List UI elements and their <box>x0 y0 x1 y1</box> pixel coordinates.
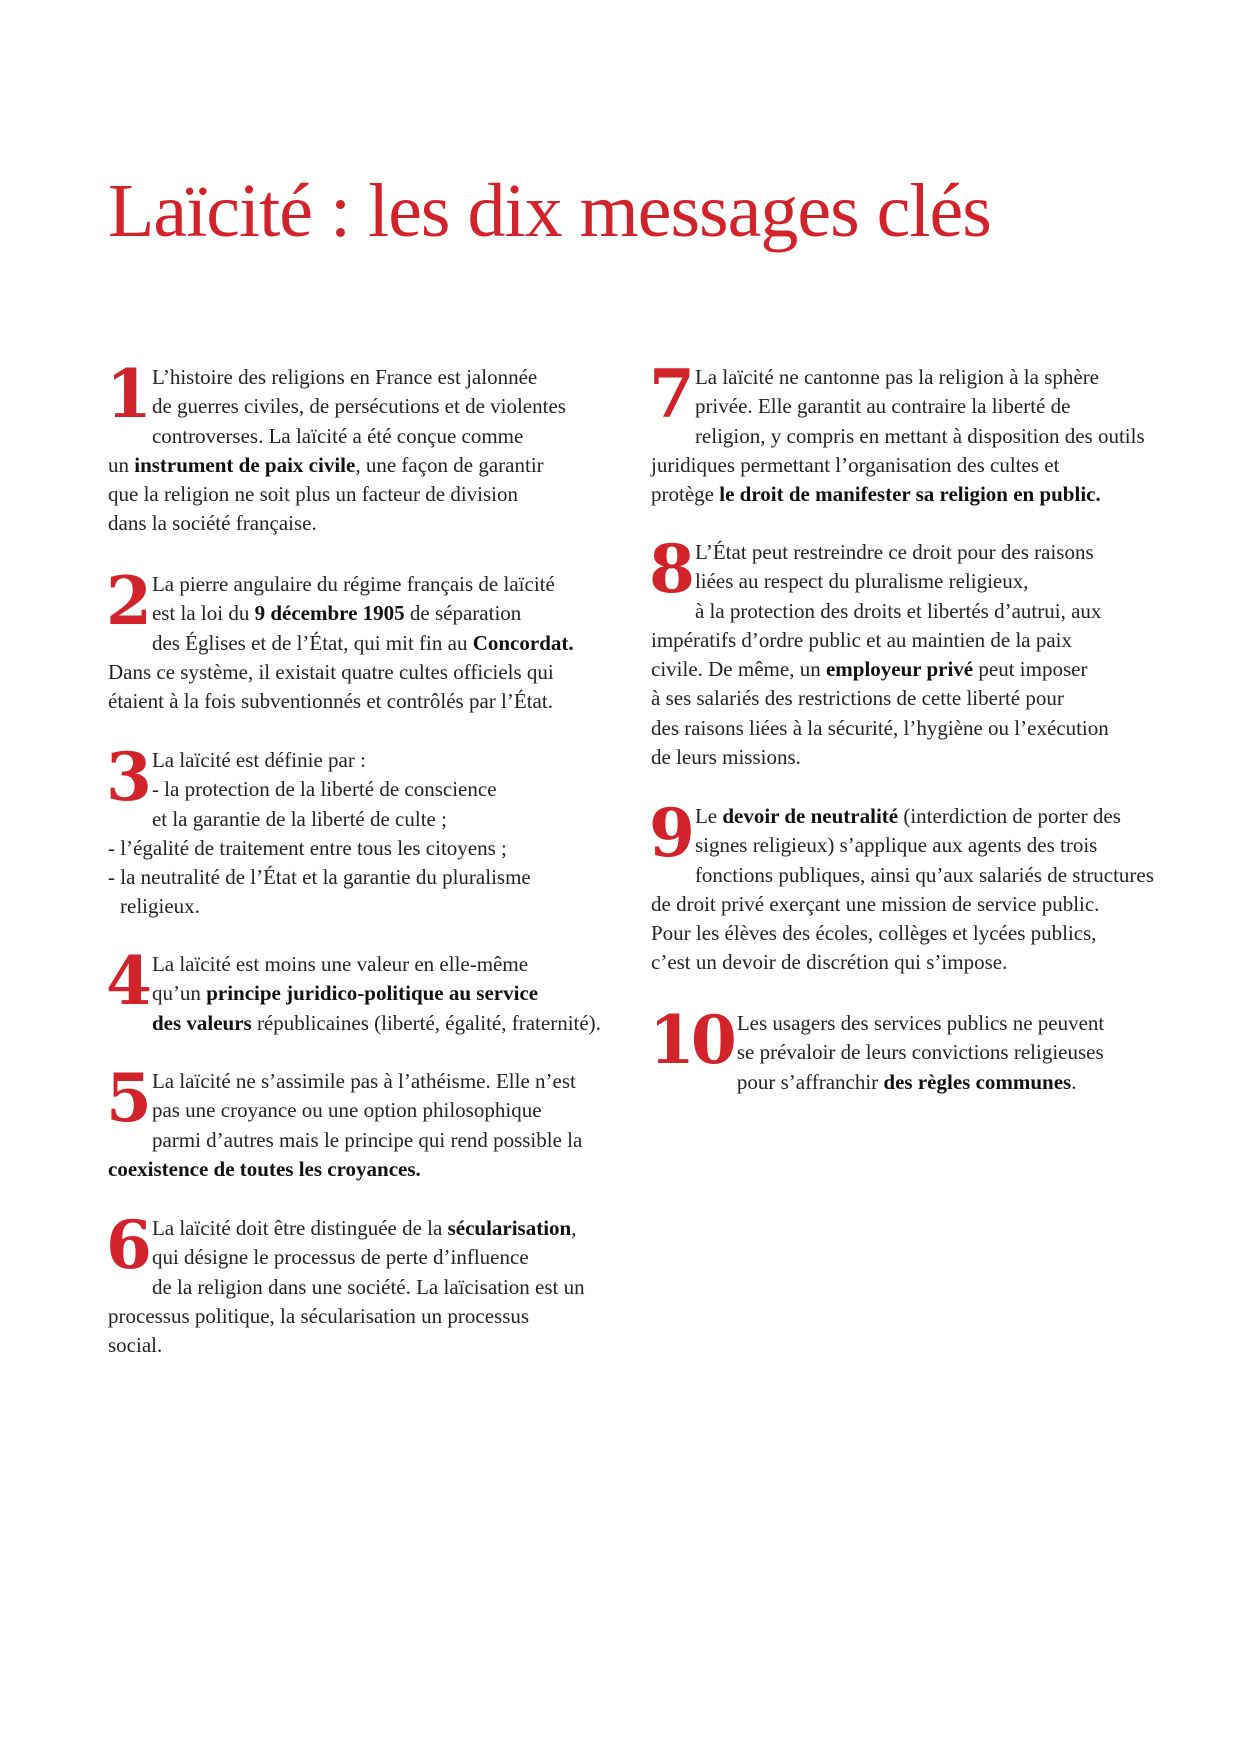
message-line <box>108 658 628 687</box>
drop-cap-number: 3 <box>106 738 148 816</box>
body-text: La laïcité doit être distinguée de la <box>151 1216 448 1240</box>
message-line <box>651 538 1181 567</box>
message-5 <box>106 1059 628 1184</box>
message-line <box>651 480 1181 509</box>
body-text: républicaines (liberté, égalité, fraternité). <box>251 1010 601 1035</box>
message-line <box>651 451 1181 480</box>
message-line <box>108 950 628 979</box>
body-text: qu’un <box>151 981 207 1006</box>
body-text: Les usagers des services publics ne peuvent <box>736 1011 1105 1035</box>
message-line <box>651 714 1181 743</box>
message-line <box>108 775 628 804</box>
emphasis-text: des valeurs <box>151 1010 252 1035</box>
message-10 <box>649 1001 1181 1097</box>
message-line <box>108 687 628 716</box>
message-7 <box>649 355 1181 509</box>
message-line <box>108 451 628 480</box>
message-8 <box>649 530 1181 772</box>
drop-cap-number: 1 <box>106 355 148 433</box>
body-text: à la protection des droits et libertés d’autrui, aux <box>694 598 1102 623</box>
message-line <box>108 509 628 538</box>
body-text: pas une croyance ou une option philosophique <box>151 1098 542 1123</box>
message-line <box>651 684 1181 713</box>
body-text: juridiques permettant l’organisation des cultes et <box>651 452 1060 477</box>
body-text: peut imposer <box>973 657 1088 682</box>
message-line <box>108 1214 628 1243</box>
message-6 <box>106 1206 628 1360</box>
message-line <box>108 1302 628 1331</box>
message-line <box>651 626 1181 655</box>
message-line <box>651 802 1181 831</box>
drop-cap-number: 8 <box>649 530 691 608</box>
message-line <box>651 831 1181 860</box>
body-text: parmi d’autres mais le principe qui rend possible la <box>151 1127 583 1152</box>
message-line <box>108 1067 628 1096</box>
message-line <box>108 979 628 1008</box>
drop-cap-number: 10 <box>649 1001 733 1079</box>
body-text: est la loi du <box>151 601 255 626</box>
body-text: c’est un devoir de discrétion qui s’impose. <box>651 950 1008 975</box>
message-2 <box>106 562 628 716</box>
body-text: . <box>1071 1069 1077 1094</box>
message-line <box>108 392 628 421</box>
emphasis-text: le droit de manifester sa religion en public. <box>719 482 1101 507</box>
body-text: impératifs d’ordre public et au maintien de la paix <box>651 627 1073 652</box>
message-line <box>651 597 1181 626</box>
body-text: Pour les élèves des écoles, collèges et lycées publics, <box>651 921 1097 946</box>
body-text: de droit privé exerçant une mission de service public. <box>651 891 1100 916</box>
body-text: de guerres civiles, de persécutions et de violentes <box>151 394 566 419</box>
message-4 <box>106 942 628 1038</box>
message-line <box>108 1243 628 1272</box>
body-text: étaient à la fois subventionnés et contrôlés par l’État. <box>108 689 553 714</box>
body-text: des Églises et de l’État, qui mit fin au <box>151 630 473 655</box>
message-line <box>108 570 628 599</box>
body-text: - la neutralité de l’État et la garantie du pluralisme <box>108 865 531 890</box>
body-text: de séparation <box>404 601 522 626</box>
drop-cap-number: 2 <box>106 562 148 640</box>
message-line <box>651 567 1181 596</box>
message-line <box>108 1273 628 1302</box>
body-text: social. <box>108 1333 163 1358</box>
body-text: L’histoire des religions en France est jalonnée <box>151 365 538 389</box>
body-text: et la garantie de la liberté de culte ; <box>151 806 447 831</box>
body-text: protège <box>651 482 720 507</box>
message-line <box>108 1009 628 1038</box>
drop-cap-number: 9 <box>649 794 691 872</box>
message-line <box>108 1155 628 1184</box>
body-text: Dans ce système, il existait quatre cultes officiels qui <box>108 659 554 684</box>
body-text: religion, y compris en mettant à disposition des outils <box>694 423 1145 448</box>
body-text: La laïcité est moins une valeur en elle-même <box>151 952 529 976</box>
message-line <box>108 746 628 775</box>
body-text: fonctions publiques, ainsi qu’aux salariés de structures <box>694 862 1154 887</box>
emphasis-text: employeur privé <box>825 657 974 682</box>
body-text: dans la société française. <box>108 511 317 536</box>
message-line <box>108 863 628 892</box>
body-text: - l’égalité de traitement entre tous les citoyens ; <box>108 835 507 860</box>
message-line <box>108 422 628 451</box>
drop-cap-number: 7 <box>649 355 691 433</box>
body-text: Le <box>694 804 723 828</box>
emphasis-text: Concordat. <box>472 630 574 655</box>
emphasis-text: principe juridico-politique au service <box>206 981 539 1006</box>
body-text: civile. De même, un <box>651 657 826 682</box>
body-text: La laïcité ne s’assimile pas à l’athéisme. Elle n’est <box>151 1069 576 1093</box>
message-line <box>651 861 1181 890</box>
message-line <box>108 599 628 628</box>
emphasis-text: des règles communes <box>883 1069 1072 1094</box>
message-line <box>651 422 1181 451</box>
message-line <box>108 805 628 834</box>
message-line <box>651 392 1181 421</box>
message-line <box>108 1096 628 1125</box>
message-line <box>651 655 1181 684</box>
drop-cap-number: 6 <box>106 1206 148 1284</box>
body-text: à ses salariés des restrictions de cette liberté pour <box>651 686 1064 711</box>
emphasis-text: instrument de paix civile <box>134 452 356 477</box>
emphasis-text: coexistence de toutes les croyances. <box>108 1156 421 1181</box>
body-text: La pierre angulaire du régime français de laïcité <box>151 572 555 596</box>
body-text: processus politique, la sécularisation un processus <box>108 1303 530 1328</box>
message-line <box>651 743 1181 772</box>
body-text: , <box>571 1216 577 1240</box>
body-text: privée. Elle garantit au contraire la liberté de <box>694 394 1071 419</box>
emphasis-text: devoir de neutralité <box>722 804 899 828</box>
emphasis-text: sécularisation <box>447 1216 572 1240</box>
message-line <box>108 363 628 392</box>
body-text: La laïcité ne cantonne pas la religion à la sphère <box>694 365 1100 389</box>
body-text: de la religion dans une société. La laïcisation est un <box>151 1274 585 1299</box>
message-line <box>108 629 628 658</box>
message-3 <box>106 738 628 922</box>
message-line <box>651 948 1181 977</box>
message-line <box>651 363 1181 392</box>
body-text: controverses. La laïcité a été conçue comme <box>151 423 524 448</box>
message-9 <box>649 794 1181 978</box>
body-text: , une façon de garantir <box>355 452 544 477</box>
message-line <box>108 1331 628 1360</box>
drop-cap-number: 4 <box>106 942 148 1020</box>
body-text: - la protection de la liberté de conscience <box>151 777 497 802</box>
message-line <box>108 834 628 863</box>
message-line <box>651 919 1181 948</box>
page-title: Laïcité : les dix messages clés <box>108 169 991 253</box>
emphasis-text: 9 décembre 1905 <box>254 601 405 626</box>
body-text: religieux. <box>120 894 200 919</box>
body-text: un <box>108 452 135 477</box>
body-text: qui désigne le processus de perte d’influence <box>151 1245 529 1270</box>
body-text: La laïcité est définie par : <box>151 748 366 772</box>
body-text: L’État peut restreindre ce droit pour des raisons <box>694 540 1094 564</box>
body-text: que la religion ne soit plus un facteur de division <box>108 482 518 507</box>
message-line <box>108 480 628 509</box>
body-text: signes religieux) s’applique aux agents des trois <box>694 833 1098 858</box>
body-text: (interdiction de porter des <box>898 804 1121 828</box>
body-text: des raisons liées à la sécurité, l’hygiène ou l’exécution <box>651 715 1109 740</box>
message-line <box>108 1126 628 1155</box>
body-text: pour s’affranchir <box>736 1069 884 1094</box>
message-1 <box>106 355 628 539</box>
body-text: se prévaloir de leurs convictions religieuses <box>736 1040 1104 1065</box>
body-text: liées au respect du pluralisme religieux, <box>694 569 1029 594</box>
body-text: de leurs missions. <box>651 745 801 770</box>
message-line <box>108 892 628 921</box>
message-line <box>651 890 1181 919</box>
drop-cap-number: 5 <box>106 1059 148 1137</box>
